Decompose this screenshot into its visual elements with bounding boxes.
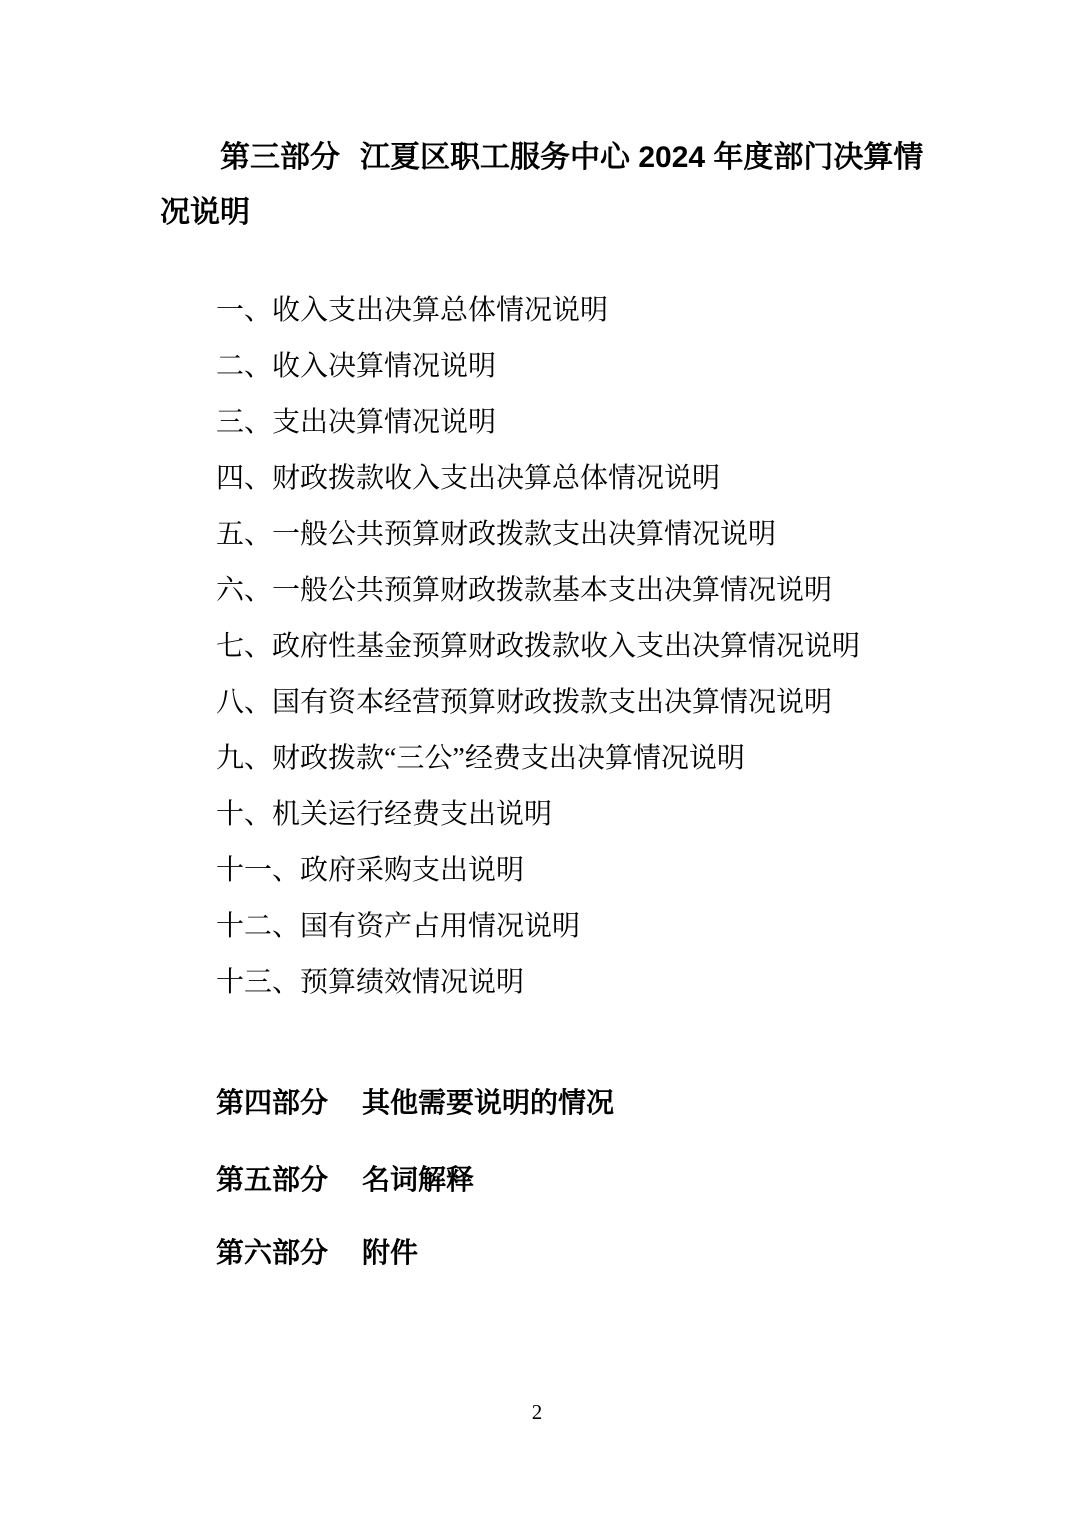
toc-item: 一、收入支出决算总体情况说明: [216, 295, 609, 326]
part3-heading: [160, 130, 944, 240]
toc-item: 四、财政拨款收入支出决算总体情况说明: [216, 463, 721, 494]
toc-item: 九、财政拨款“三公”经费支出决算情况说明: [216, 743, 745, 774]
part5-heading: [160, 1165, 944, 1195]
toc-item: 五、一般公共预算财政拨款支出决算情况说明: [216, 519, 777, 550]
part5-heading-title: 名词解释: [362, 1164, 475, 1195]
toc-item: 三、支出决算情况说明: [216, 407, 497, 438]
toc-item: 八、国有资本经营预算财政拨款支出决算情况说明: [216, 687, 833, 718]
toc-item: 十一、政府采购支出说明: [216, 855, 525, 886]
toc-item: 六、一般公共预算财政拨款基本支出决算情况说明: [216, 575, 833, 606]
part4-heading-title: 其他需要说明的情况: [362, 1087, 615, 1118]
part4-heading-label: 第四部分: [216, 1087, 329, 1118]
part4-heading: [160, 1088, 944, 1118]
toc-item: 七、政府性基金预算财政拨款收入支出决算情况说明: [216, 631, 861, 662]
page-number: 2: [531, 1400, 543, 1424]
toc-item: 十三、预算绩效情况说明: [216, 967, 525, 998]
part6-heading: [160, 1238, 944, 1268]
toc-item: 二、收入决算情况说明: [216, 351, 497, 382]
document-content: [160, 130, 944, 1268]
toc-item: 十、机关运行经费支出说明: [216, 799, 553, 830]
part3-heading-label: 第三部分: [220, 141, 340, 174]
toc-list: [160, 283, 944, 1011]
part6-heading-label: 第六部分: [216, 1237, 329, 1268]
part6-heading-title: 附件: [362, 1237, 419, 1268]
part5-heading-label: 第五部分: [216, 1164, 329, 1195]
toc-item: 十二、国有资产占用情况说明: [216, 911, 581, 942]
part3-heading-title: 江夏区职工服务中心 2024 年度部门决算情况说明: [160, 141, 924, 229]
